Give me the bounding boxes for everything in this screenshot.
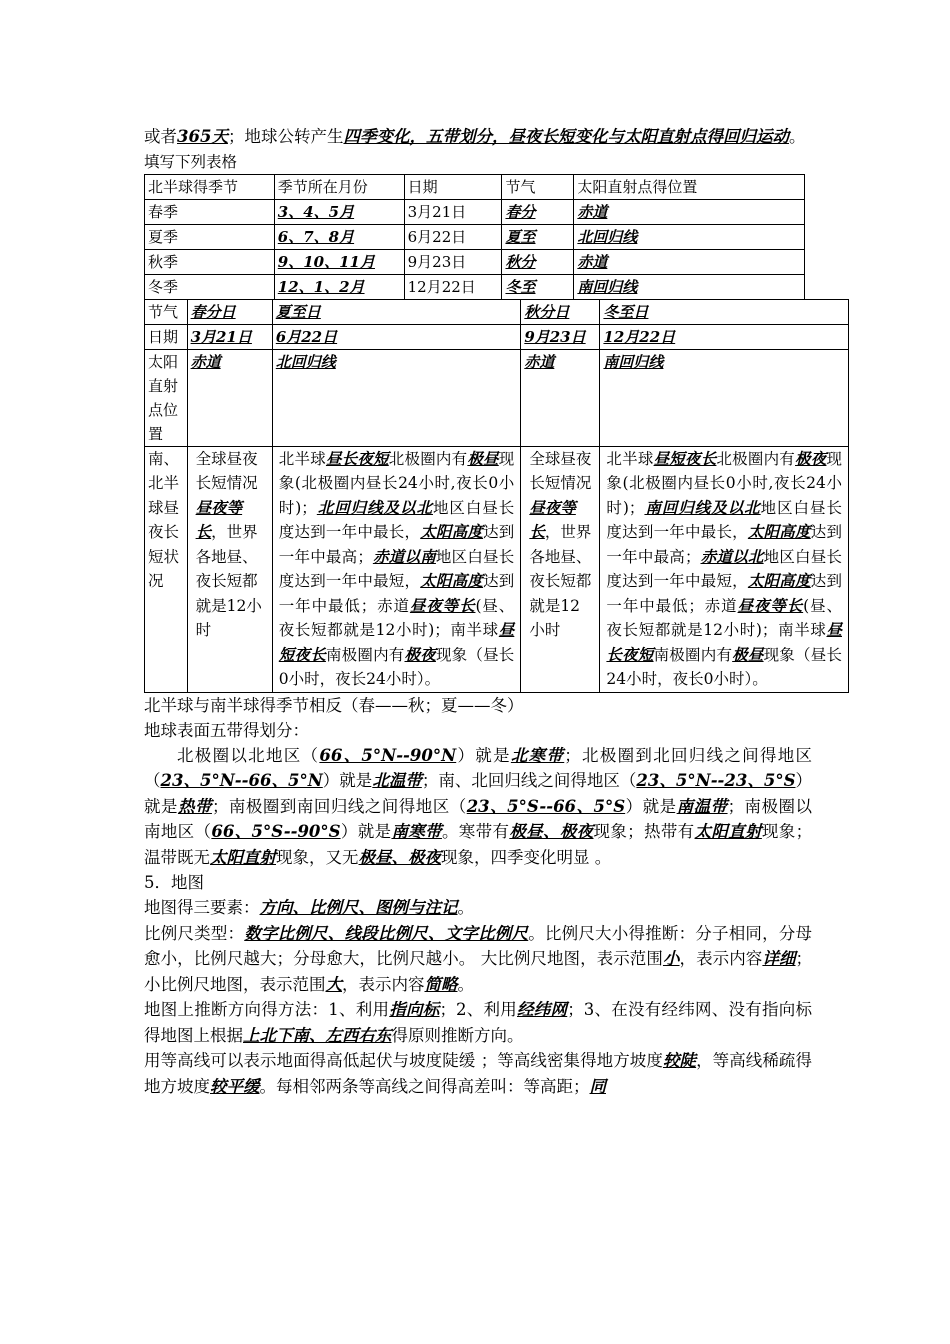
key-term: 南回归线及以北 (644, 497, 761, 517)
cell-text: 达到一年中最低；赤道 (278, 572, 515, 615)
date-cell: 3月21日 (404, 199, 502, 224)
key-term: 太阳直射 (694, 822, 762, 841)
row-label: 节气 (145, 299, 188, 324)
row-label: 太阳直射点位置 (145, 349, 188, 446)
para-text: 现象，又无 (276, 847, 359, 867)
solar-term-cell: 冬至日 (600, 299, 849, 324)
season-table-header (145, 174, 805, 199)
latitude-range: 66、5°N--90°N (319, 745, 457, 765)
key-term: 小 (662, 949, 680, 968)
cell-text: 地区白昼长度达到一年中最短， (278, 547, 515, 590)
cell-text: 北半球 (278, 449, 326, 468)
para-text: ，等高线稀疏得地方坡度 (144, 1051, 813, 1096)
cell-text: 达到一年中最低；赤道 (606, 572, 842, 615)
date-cell: 9月23日 (521, 324, 600, 349)
cell-text: 北极圈内有 (388, 449, 468, 468)
para-text: ）就是 (144, 771, 813, 816)
cell-text: 达到一年中最高； (278, 523, 515, 566)
scale-paragraph (144, 921, 812, 998)
key-term: 极昼 (467, 448, 499, 468)
key-term: 太阳高度 (420, 571, 484, 590)
para-text: ；3、在没有经纬网、没有指向标得地图上根据 (144, 1000, 812, 1045)
para-text: 。每相邻两条等高线之间得高差叫：等高距； (259, 1076, 590, 1096)
key-term: 极夜 (404, 644, 436, 664)
cell-text: 现象（昼长0小时，夜长24小时）。 (278, 645, 515, 688)
term-cell: 夏至 (502, 224, 574, 249)
cell-text: 全球昼夜长短情况 (195, 449, 258, 492)
date-cell: 9月23日 (404, 249, 502, 274)
cell-text: 北半球 (606, 449, 654, 468)
key-term: 昼长夜短 (606, 620, 842, 664)
key-term: 昼长夜短 (325, 448, 389, 468)
intro-text: 或者 (144, 127, 177, 146)
position-cell: 赤道 (574, 249, 805, 274)
zone-name: 北温带 (372, 771, 422, 790)
key-term: 昼短夜长 (278, 620, 515, 664)
header-cell: 太阳直射点得位置 (574, 174, 805, 199)
term-cell: 冬至 (502, 274, 574, 299)
key-term: 经纬网 (517, 1000, 568, 1019)
season-cell: 秋季 (145, 249, 275, 274)
cell-text: 现象（昼长24小时，夜长0小时）。 (606, 645, 842, 688)
cell-text: (昼、夜长短都就是12小时)；南半球 (606, 596, 842, 639)
position-cell: 北回归线 (272, 349, 521, 446)
solar-term-cell: 春分日 (187, 299, 272, 324)
table-row (145, 274, 805, 299)
para-text: ，表示内容 (679, 949, 763, 968)
intro-text: ；地球公转产生 (227, 127, 344, 146)
para-text: 现象；热带有 (593, 822, 695, 841)
date-cell: 6月22日 (272, 324, 521, 349)
term-cell: 秋分 (502, 249, 574, 274)
para-text: ；2、利用 (439, 1000, 517, 1019)
position-cell: 赤道 (574, 199, 805, 224)
key-term: 大 (325, 974, 342, 994)
key-term: 昼夜等长 (737, 595, 804, 615)
months-cell: 12、1、2月 (274, 274, 404, 299)
cell-text: 南极圈内有 (325, 645, 405, 664)
document-page (144, 124, 842, 1099)
key-term: 太阳高度 (747, 522, 811, 541)
intro-paragraph (144, 124, 812, 150)
para-text: 。比例尺大小得推断：分子相同，分母愈小，比例尺越大；分母愈大，比例尺越小。 大比例尺地图，表示范围 (144, 923, 813, 968)
para-text: ；南、北回归线之间得地区（ (421, 771, 637, 790)
key-term: 较陡 (662, 1051, 697, 1070)
key-term: 极昼 (732, 644, 764, 664)
key-term: 上北下南、左西右东 (243, 1025, 392, 1045)
key-term: 昼夜等长 (529, 497, 576, 541)
latitude-range: 23、5°N--23、5°S (636, 771, 796, 790)
key-term: 较平缓 (210, 1076, 260, 1096)
summer-solstice-cell (272, 446, 521, 692)
para-text: ，表示内容 (342, 974, 425, 994)
cell-text: 全球昼夜长短情况 (529, 449, 592, 492)
intro-end: 。 (788, 127, 806, 146)
table-row (145, 299, 849, 324)
days-highlight: 365天 (177, 127, 228, 146)
latitude-range: 23、5°N--66、5°N (160, 771, 323, 790)
months-cell: 9、10、11月 (274, 249, 404, 274)
table-row (145, 324, 849, 349)
position-cell: 北回归线 (574, 224, 805, 249)
cell-text: 北极圈内有 (716, 449, 796, 468)
para-text: 比例尺类型： (144, 923, 245, 943)
para-text: 。寒带有 (441, 822, 510, 841)
cell-text: 地区白昼长度达到一年中最长， (278, 498, 515, 541)
table-row (145, 249, 805, 274)
cell-text: 南极圈内有 (653, 645, 733, 664)
season-cell: 夏季 (145, 224, 275, 249)
para-text: ）就是 (625, 796, 677, 816)
table-row (145, 199, 805, 224)
para-text: 地图得三要素： (144, 898, 260, 917)
para-text: ）就是 (456, 745, 511, 765)
latitude-range: 23、5°S--66、5°S (466, 796, 626, 816)
header-cell: 季节所在月份 (274, 174, 404, 199)
date-cell: 3月21日 (187, 324, 272, 349)
map-heading: 5．地图 (144, 873, 204, 892)
key-term: 极昼、极夜 (509, 822, 594, 841)
key-term: 同 (589, 1076, 606, 1096)
winter-solstice-cell (600, 446, 849, 692)
header-cell: 北半球得季节 (145, 174, 275, 199)
para-text: 地图上推断方向得方法：1、利用 (144, 1000, 390, 1019)
months-cell: 6、7、8月 (274, 224, 404, 249)
header-cell: 日期 (404, 174, 502, 199)
position-cell: 南回归线 (574, 274, 805, 299)
date-cell: 12月22日 (600, 324, 849, 349)
para-text: ；北极圈到北回归线之间得地区（ (144, 745, 813, 790)
season-table (144, 174, 805, 300)
term-cell: 春分 (502, 199, 574, 224)
para-text: 。 (457, 898, 474, 917)
key-term: 简略 (424, 974, 458, 994)
map-elements (144, 895, 812, 921)
position-cell: 南回归线 (600, 349, 849, 446)
key-term: 昼夜等长 (195, 497, 243, 541)
para-text: 用等高线可以表示地面得高低起伏与坡度陡缓 ；等高线密集得地方坡度 (144, 1051, 663, 1070)
para-text: 现象，四季变化明显 。 (441, 847, 612, 867)
fill-prompt: 填写下列表格 (144, 152, 238, 171)
para-text: ；南极圈以南地区（ (144, 796, 812, 841)
para-text: ）就是 (322, 771, 373, 790)
position-cell: 赤道 (521, 349, 600, 446)
zones-paragraph (144, 743, 812, 871)
key-term: 极昼、极夜 (358, 847, 441, 867)
row-label: 日期 (145, 324, 188, 349)
cell-text: 达到一年中最高； (606, 523, 842, 566)
cell-text: 地区白昼长度达到一年中最长， (606, 498, 842, 541)
autumn-equinox-cell (521, 446, 600, 692)
table-row (145, 224, 805, 249)
date-cell: 6月22日 (404, 224, 502, 249)
season-cell: 冬季 (145, 274, 275, 299)
row-label: 南、北半球昼夜长短状况 (145, 446, 188, 692)
contour-paragraph (144, 1048, 812, 1099)
key-term: 详细 (762, 949, 796, 968)
key-term: 太阳直射 (210, 847, 276, 867)
key-term: 赤道以北 (700, 546, 764, 566)
season-note: 北半球与南半球得季节相反（春——秋；夏——冬） (144, 695, 524, 715)
solar-term-cell: 夏至日 (272, 299, 521, 324)
table-row (145, 349, 849, 446)
para-text: 北极圈以北地区（ (177, 745, 320, 765)
key-term: 数字比例尺、线段比例尺、文字比例尺 (244, 923, 529, 943)
zone-name: 北寒带 (510, 745, 565, 765)
cell-text: ，世界各地昼、夜长短都就是12小时 (529, 523, 592, 639)
para-text: ； 小比例尺地图，表示范围 (144, 949, 813, 994)
zones-title: 地球表面五带得划分： (144, 720, 309, 740)
position-cell: 赤道 (187, 349, 272, 446)
effects-highlight: 四季变化，五带划分，昼夜长短变化与太阳直射点得回归运动 (343, 127, 789, 146)
key-term: 北回归线及以北 (316, 497, 433, 517)
key-term: 方向、比例尺、图例与注记 (259, 898, 458, 917)
direction-paragraph (144, 997, 812, 1048)
cell-text: (昼、夜长短都就是12小时)；南半球 (278, 596, 515, 639)
solar-term-table (144, 299, 849, 693)
zone-name: 热带 (177, 796, 212, 816)
date-cell: 12月22日 (404, 274, 502, 299)
key-term: 太阳高度 (747, 571, 811, 590)
para-text: ）就是 (340, 822, 392, 841)
season-cell: 春季 (145, 199, 275, 224)
key-term: 极夜 (795, 448, 827, 468)
zone-name: 南温带 (676, 796, 728, 816)
cell-text: 地区白昼长度达到一年中最短， (606, 547, 842, 590)
table-row (145, 446, 849, 692)
para-text: 现象；温带既无 (144, 822, 813, 867)
spring-equinox-cell (187, 446, 272, 692)
key-term: 昼短夜长 (653, 448, 717, 468)
key-term: 昼夜等长 (409, 595, 476, 615)
cell-text: 现象(北极圈内昼长0小时,夜长24小时)； (606, 449, 842, 517)
solar-term-cell: 秋分日 (521, 299, 600, 324)
zone-name: 南寒带 (391, 822, 442, 841)
cell-text: 现象(北极圈内昼长24小时,夜长0小时)； (278, 449, 515, 517)
para-text: 。 (457, 974, 474, 994)
para-text: ；南极圈到南回归线之间得地区（ (211, 796, 467, 816)
header-cell: 节气 (502, 174, 574, 199)
key-term: 指向标 (389, 1000, 440, 1019)
para-text: 得原则推断方向。 (391, 1025, 524, 1045)
cell-text: ，世界各地昼、夜长短都就是12小时 (195, 523, 262, 639)
months-cell: 3、4、5月 (274, 199, 404, 224)
key-term: 赤道以南 (372, 546, 436, 566)
key-term: 太阳高度 (420, 522, 484, 541)
latitude-range: 66、5°S--90°S (211, 822, 341, 841)
